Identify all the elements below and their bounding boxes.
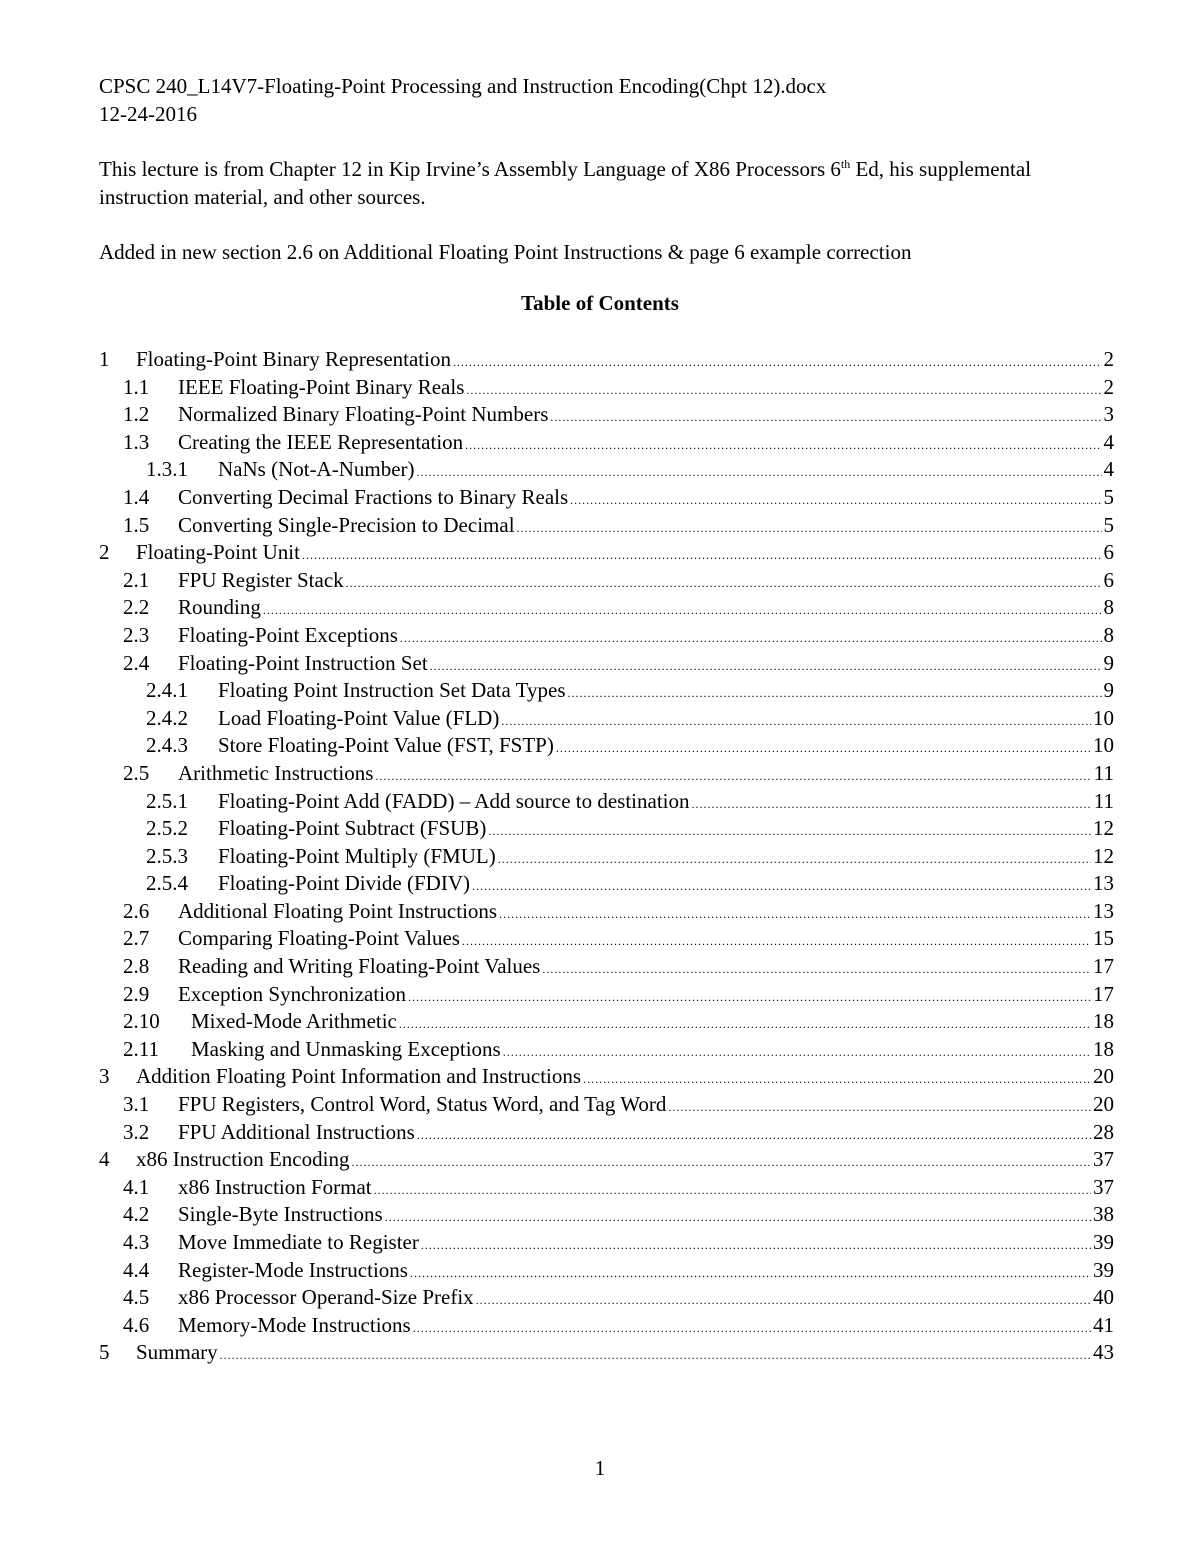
toc-entry-page: 20	[1093, 1064, 1114, 1089]
toc-entry-number: 2.8	[123, 954, 150, 979]
toc-entry[interactable]	[99, 981, 1114, 1009]
toc-dot-leader	[421, 1232, 1091, 1260]
toc-entry-title: Single-Byte Instructions	[178, 1202, 383, 1227]
toc-entry-title: Floating-Point Binary Representation	[136, 347, 451, 371]
toc-entry[interactable]	[99, 1284, 1114, 1312]
toc-entry[interactable]	[99, 1036, 1114, 1064]
toc-entry[interactable]	[99, 456, 1114, 484]
toc-entry-page: 4	[1103, 457, 1114, 482]
toc-entry-number: 2.4.1	[146, 678, 188, 703]
intro-text-post: Ed, his supplemental instruction material, and other sources.	[99, 157, 1032, 209]
toc-entry-title: Reading and Writing Floating-Point Values	[178, 954, 541, 979]
toc-dot-leader	[220, 1342, 1091, 1370]
toc-dot-leader	[499, 901, 1091, 929]
toc-entry-title: FPU Registers, Control Word, Status Word, and Tag Word	[178, 1092, 667, 1117]
toc-entry-number: 2.1	[123, 567, 150, 592]
toc-entry-page: 2	[1103, 347, 1114, 371]
toc-entry-title: Arithmetic Instructions	[178, 760, 374, 785]
toc-dot-leader	[410, 1260, 1091, 1288]
toc-entry-page: 18	[1093, 1009, 1114, 1034]
toc-dot-leader	[692, 791, 1092, 819]
revision-note: Added in new section 2.6 on Additional Floating Point Instructions & page 6 example correction	[99, 240, 912, 264]
toc-dot-leader	[302, 542, 1102, 570]
toc-entry-page: 9	[1103, 650, 1114, 675]
toc-entry-title: Register-Mode Instructions	[178, 1257, 408, 1282]
toc-entry-title: Floating-Point Unit	[136, 540, 300, 565]
toc-entry-page: 17	[1093, 981, 1114, 1006]
toc-dot-leader	[263, 597, 1102, 625]
toc-entry-page: 11	[1093, 760, 1114, 785]
toc-entry[interactable]	[99, 1146, 1114, 1174]
toc-entry-number: 2.4.3	[146, 733, 188, 758]
toc-entry-title: Load Floating-Point Value (FLD)	[218, 705, 500, 730]
toc-entry[interactable]	[99, 650, 1114, 678]
toc-entry-number: 1.3.1	[146, 457, 188, 482]
toc-entry-number: 3.1	[123, 1092, 150, 1117]
toc-dot-leader	[399, 1011, 1091, 1039]
toc-dot-leader	[346, 570, 1102, 598]
toc-entry-title: FPU Register Stack	[178, 567, 344, 592]
toc-entry-number: 2.4	[123, 650, 150, 675]
toc-dot-leader	[430, 653, 1102, 681]
toc-entry-title: Creating the IEEE Representation	[178, 429, 464, 454]
toc-entry-page: 10	[1093, 733, 1114, 758]
toc-entry-number: 2.6	[123, 898, 150, 923]
toc-entry[interactable]	[99, 401, 1114, 429]
toc-entry-title: Converting Decimal Fractions to Binary Reals	[178, 484, 569, 509]
toc-entry[interactable]	[99, 1339, 1114, 1367]
toc-entry-number: 1.4	[123, 484, 150, 509]
toc-entry-number: 4.3	[123, 1230, 150, 1254]
toc-entry-number: 3	[99, 1064, 110, 1089]
toc-dot-leader	[453, 349, 1102, 377]
toc-entry[interactable]	[99, 594, 1114, 622]
toc-entry-number: 2.5.4	[146, 871, 188, 896]
toc-entry-number: 2.2	[123, 595, 150, 620]
toc-dot-leader	[668, 1094, 1091, 1122]
toc-entry-title: Floating-Point Subtract (FSUB)	[218, 816, 487, 841]
toc-entry-number: 2.5.2	[146, 816, 188, 841]
toc-dot-leader	[413, 1315, 1091, 1343]
toc-entry-number: 2.11	[123, 1036, 159, 1061]
toc-dot-leader	[501, 708, 1091, 736]
toc-entry-title: Floating-Point Divide (FDIV)	[218, 871, 470, 896]
toc-entry-title: Normalized Binary Floating-Point Numbers	[178, 402, 549, 427]
document-date: 12-24-2016	[99, 102, 197, 126]
toc-entry-page: 20	[1093, 1092, 1114, 1117]
toc-entry-number: 5	[99, 1340, 110, 1365]
toc-entry-title: Floating-Point Instruction Set	[178, 650, 428, 675]
toc-entry-number: 1.2	[123, 402, 150, 427]
toc-entry-page: 9	[1103, 678, 1114, 703]
toc-dot-leader	[476, 1287, 1091, 1315]
toc-entry-title: Memory-Mode Instructions	[178, 1312, 411, 1337]
toc-entry-number: 1.1	[123, 374, 150, 399]
toc-entry[interactable]	[99, 567, 1114, 595]
toc-entry-page: 39	[1093, 1230, 1114, 1254]
toc-dot-leader	[556, 735, 1091, 763]
toc-entry-page: 11	[1093, 788, 1114, 813]
toc-entry-page: 40	[1093, 1285, 1114, 1310]
toc-entry-title: Store Floating-Point Value (FST, FSTP)	[218, 733, 554, 758]
toc-entry-page: 5	[1103, 484, 1114, 509]
toc-entry[interactable]	[99, 953, 1114, 981]
toc-dot-leader	[465, 432, 1101, 460]
toc-dot-leader	[351, 1149, 1091, 1177]
toc-dot-leader	[498, 846, 1091, 874]
toc-dot-leader	[417, 1122, 1091, 1150]
toc-dot-leader	[472, 873, 1091, 901]
toc-entry[interactable]	[99, 539, 1114, 567]
toc-entry-page: 12	[1093, 816, 1114, 841]
toc-entry[interactable]	[99, 1091, 1114, 1119]
intro-text-pre: This lecture is from Chapter 12 in Kip Irvine’s Assembly Language of X86 Processors 6	[99, 157, 841, 181]
toc-entry-title: NaNs (Not-A-Number)	[218, 457, 415, 482]
toc-dot-leader	[542, 956, 1091, 984]
toc-entry-title: Floating-Point Exceptions	[178, 622, 398, 647]
toc-entry-number: 2.7	[123, 926, 150, 951]
toc-entry-number: 2	[99, 540, 110, 565]
page-number: 1	[594, 1456, 606, 1480]
toc-entry[interactable]	[99, 815, 1114, 843]
toc-entry-title: x86 Instruction Format	[178, 1174, 372, 1199]
toc-entry-title: Exception Synchronization	[178, 981, 407, 1006]
toc-entry-number: 1.5	[123, 512, 150, 537]
toc-entry-page: 37	[1093, 1174, 1114, 1199]
toc-entry-title: Rounding	[178, 595, 261, 620]
toc-entry-page: 5	[1103, 512, 1114, 537]
toc-entry[interactable]	[99, 760, 1114, 788]
toc-entry[interactable]	[99, 622, 1114, 650]
toc-entry-number: 2.10	[123, 1009, 160, 1034]
toc-entry-number: 4.1	[123, 1174, 150, 1199]
toc-dot-leader	[466, 377, 1101, 405]
toc-entry[interactable]	[99, 512, 1114, 540]
toc-entry-number: 2.5.1	[146, 788, 188, 813]
toc-dot-leader	[417, 459, 1102, 487]
toc-entry-title: Move Immediate to Register	[178, 1230, 419, 1254]
toc-dot-leader	[462, 928, 1091, 956]
toc-entry[interactable]	[99, 843, 1114, 871]
toc-entry-page: 39	[1093, 1257, 1114, 1282]
toc-entry-title: IEEE Floating-Point Binary Reals	[178, 374, 465, 399]
toc-entry-page: 3	[1103, 402, 1114, 427]
toc-entry-title: Additional Floating Point Instructions	[178, 898, 498, 923]
toc-entry-title: Summary	[136, 1340, 218, 1365]
toc-entry-number: 4	[99, 1147, 110, 1172]
toc-entry[interactable]	[99, 870, 1114, 898]
toc-entry[interactable]	[99, 346, 1114, 374]
toc-entry-title: Converting Single-Precision to Decimal	[178, 512, 515, 537]
toc-dot-leader	[583, 1066, 1091, 1094]
toc-entry[interactable]	[99, 1257, 1114, 1285]
toc-entry-page: 15	[1093, 926, 1114, 951]
toc-entry-page: 8	[1103, 622, 1114, 647]
toc-dot-leader	[408, 984, 1091, 1012]
intro-superscript: th	[840, 157, 851, 171]
toc-dot-leader	[570, 487, 1101, 515]
toc-entry-number: 2.5	[123, 760, 150, 785]
toc-dot-leader	[400, 625, 1102, 653]
toc-dot-leader	[550, 404, 1101, 432]
toc-entry-page: 8	[1103, 595, 1114, 620]
toc-entry[interactable]	[99, 677, 1114, 705]
toc-title: Table of Contents	[521, 291, 679, 315]
toc-entry-title: Mixed-Mode Arithmetic	[191, 1009, 397, 1034]
toc-entry-title: x86 Instruction Encoding	[136, 1147, 350, 1172]
toc-entry-title: Floating-Point Multiply (FMUL)	[218, 843, 496, 868]
toc-entry[interactable]	[99, 788, 1114, 816]
toc-entry[interactable]	[99, 1201, 1114, 1229]
toc-entry-number: 2.5.3	[146, 843, 188, 868]
toc-entry-page: 41	[1093, 1312, 1114, 1337]
toc-entry-title: Comparing Floating-Point Values	[178, 926, 460, 951]
toc-entry-page: 10	[1093, 705, 1114, 730]
toc-entry-page: 6	[1103, 567, 1114, 592]
toc-dot-leader	[385, 1204, 1091, 1232]
toc-entry[interactable]	[99, 1312, 1114, 1340]
toc-entry-number: 1.3	[123, 429, 150, 454]
toc-entry-page: 6	[1103, 540, 1114, 565]
toc-entry-number: 1	[99, 347, 110, 371]
toc-entry-number: 4.2	[123, 1202, 150, 1227]
toc-dot-leader	[374, 1177, 1091, 1205]
toc-dot-leader	[568, 680, 1102, 708]
table-of-contents	[99, 346, 1114, 1367]
toc-entry-page: 12	[1093, 843, 1114, 868]
toc-entry[interactable]	[99, 1174, 1114, 1202]
toc-entry-title: x86 Processor Operand-Size Prefix	[178, 1285, 474, 1310]
toc-entry-page: 38	[1093, 1202, 1114, 1227]
toc-entry-page: 13	[1093, 898, 1114, 923]
toc-entry-title: Floating Point Instruction Set Data Types	[218, 678, 566, 703]
toc-entry-page: 37	[1093, 1147, 1114, 1172]
toc-entry-page: 17	[1093, 954, 1114, 979]
toc-entry-number: 4.6	[123, 1312, 150, 1337]
toc-entry-page: 4	[1103, 429, 1114, 454]
toc-dot-leader	[517, 515, 1102, 543]
toc-entry[interactable]	[99, 429, 1114, 457]
toc-dot-leader	[375, 763, 1091, 791]
toc-entry-number: 2.4.2	[146, 705, 188, 730]
toc-entry[interactable]	[99, 705, 1114, 733]
toc-entry-page: 43	[1093, 1340, 1114, 1365]
toc-entry-title: Addition Floating Point Information and Instructions	[136, 1064, 582, 1089]
toc-entry-title: Floating-Point Add (FADD) – Add source to destination	[218, 788, 690, 813]
toc-entry[interactable]	[99, 1229, 1114, 1257]
toc-entry-page: 2	[1103, 374, 1114, 399]
document-filename: CPSC 240_L14V7-Floating-Point Processing and Instruction Encoding(Chpt 12).docx	[99, 74, 827, 98]
toc-entry[interactable]	[99, 732, 1114, 760]
toc-entry-page: 28	[1093, 1119, 1114, 1144]
toc-entry-page: 18	[1093, 1036, 1114, 1061]
toc-entry[interactable]	[99, 1119, 1114, 1147]
toc-entry[interactable]	[99, 925, 1114, 953]
toc-entry-page: 13	[1093, 871, 1114, 896]
toc-entry-number: 3.2	[123, 1119, 150, 1144]
toc-entry[interactable]	[99, 1063, 1114, 1091]
toc-dot-leader	[488, 818, 1091, 846]
intro-paragraph	[99, 155, 1109, 211]
toc-entry-number: 2.9	[123, 981, 150, 1006]
toc-entry-number: 4.5	[123, 1285, 150, 1310]
toc-entry[interactable]	[99, 484, 1114, 512]
toc-entry[interactable]	[99, 898, 1114, 926]
toc-entry[interactable]	[99, 374, 1114, 402]
toc-entry[interactable]	[99, 1008, 1114, 1036]
toc-entry-number: 4.4	[123, 1257, 150, 1282]
toc-entry-title: Masking and Unmasking Exceptions	[191, 1036, 501, 1061]
toc-dot-leader	[503, 1039, 1091, 1067]
toc-entry-number: 2.3	[123, 622, 150, 647]
toc-entry-title: FPU Additional Instructions	[178, 1119, 415, 1144]
